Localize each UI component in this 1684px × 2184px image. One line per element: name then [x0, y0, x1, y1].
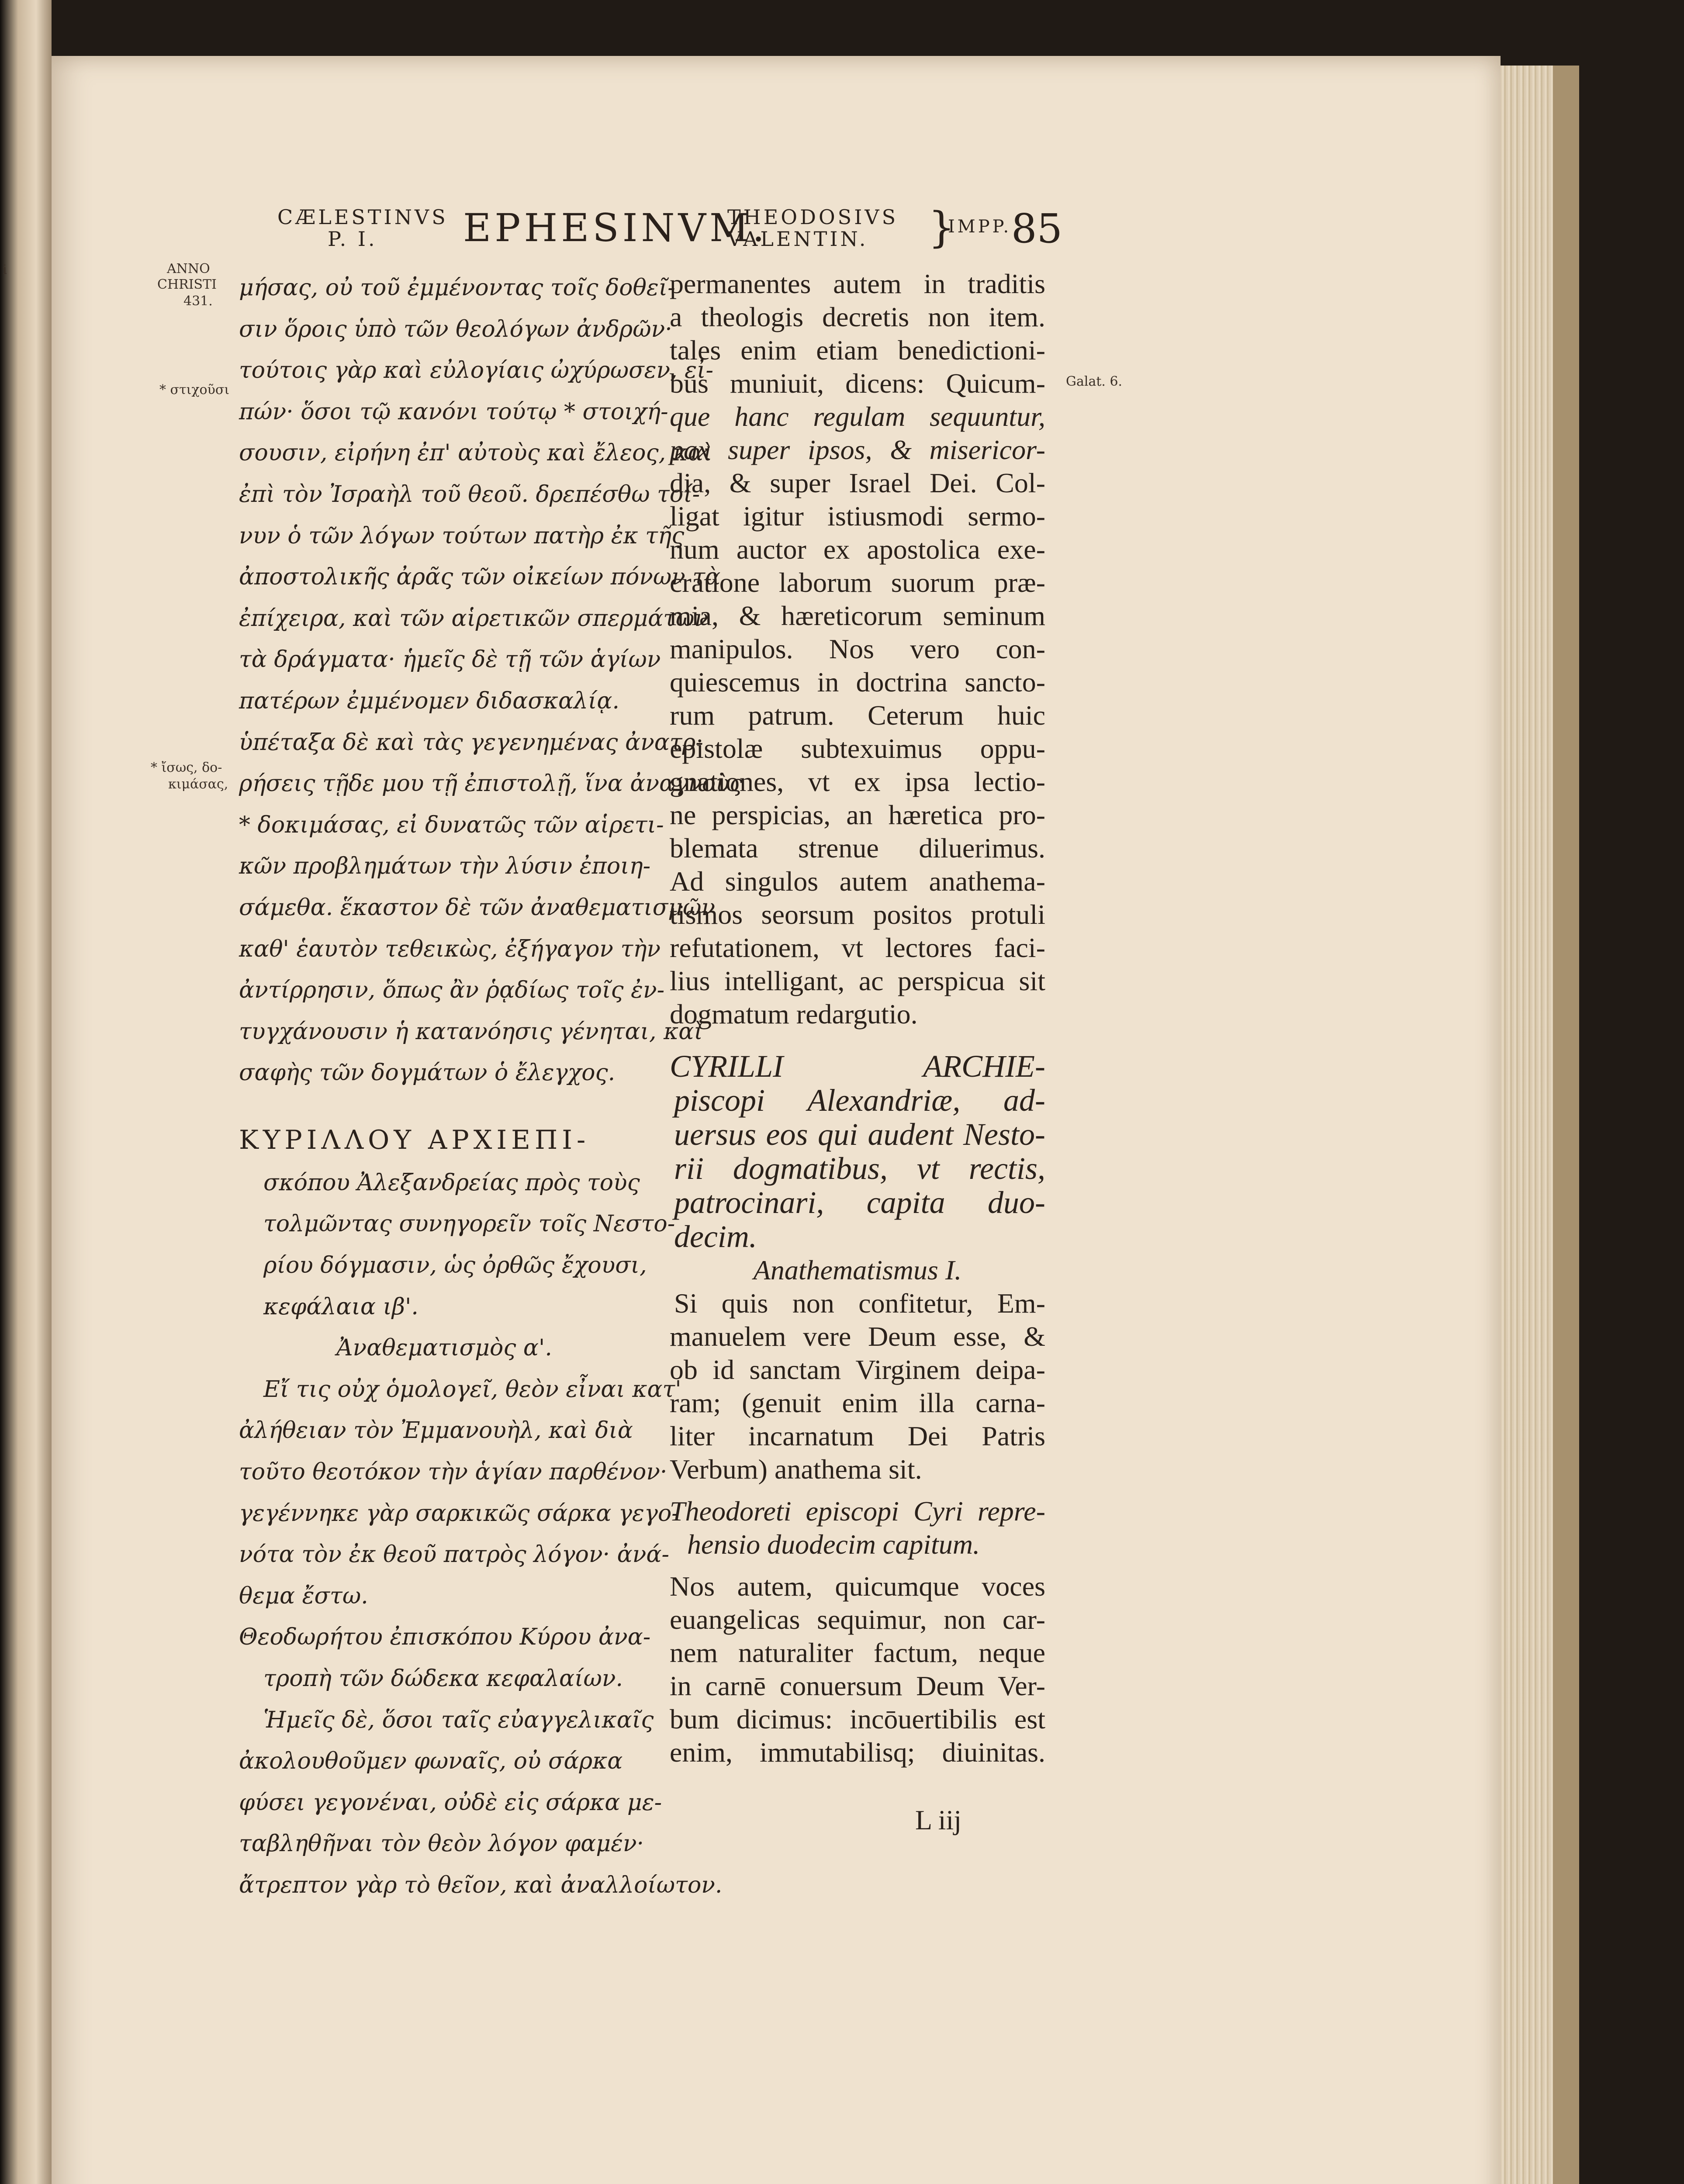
latin-line: mia, & hæreticorum seminum: [670, 600, 1045, 631]
greek-line: ἀντίρρησιν, ὅπως ἂν ῥᾳδίως τοῖς ἐν-: [239, 977, 665, 1004]
latin-line: pax super ipsos, & misericor-: [670, 434, 1045, 465]
greek-line: σιν ὅροις ὑπὸ τῶν θεολόγων ἀνδρῶν·: [239, 316, 672, 342]
greek-line: τούτοις γὰρ καὶ εὐλογίαις ὠχύρωσεν, εἰ-: [239, 357, 714, 384]
latin-line: refutationem, vt lectores faci-: [670, 932, 1045, 963]
greek-line: πατέρων ἐμμένομεν διδασκαλίᾳ.: [239, 688, 620, 714]
latin-final-line: enim, immutabilisq; diuinitas.: [670, 1737, 1045, 1768]
latin-theodoret-line: Theodoreti episcopi Cyri repre-: [670, 1496, 1045, 1527]
latin-line: cratione laborum suorum præ-: [670, 567, 1045, 598]
page-number: 85: [1011, 205, 1063, 252]
margin-christi: CHRISTI: [157, 277, 217, 292]
greek-line: μήσας, οὐ τοῦ ἐμμένοντας τοῖς δοθεῖ-: [239, 275, 675, 301]
greek-line: σάμεθα. ἕκαστον δὲ τῶν ἀναθεματισμῶν: [239, 894, 716, 921]
greek-anathema-line: τοῦτο θεοτόκον τὴν ἁγίαν παρθένον·: [239, 1459, 667, 1486]
latin-line: num auctor ex apostolica exe-: [670, 534, 1045, 565]
latin-anathema-line: ob id sanctam Virginem deipa-: [670, 1354, 1045, 1385]
latin-heading-line: CYRILLI ARCHIE-: [670, 1049, 1045, 1084]
latin-heading-line: rii dogmatibus, vt rectis,: [674, 1151, 1045, 1186]
latin-line: tismos seorsum positos protuli: [670, 899, 1045, 930]
latin-final-line: bum dicimus: incōuertibilis est: [670, 1704, 1045, 1735]
latin-final-line: in carnē conuersum Deum Ver-: [670, 1670, 1045, 1701]
latin-line: a theologis decretis non item.: [670, 301, 1045, 332]
greek-theodoret-line: τροπὴ τῶν δώδεκα κεφαλαίων.: [263, 1666, 623, 1692]
greek-anathema-line: γεγέννηκε γὰρ σαρκικῶς σάρκα γεγο-: [239, 1500, 679, 1527]
greek-line: ὑπέταξα δὲ καὶ τὰς γεγενημένας ἀνατρ-: [239, 729, 703, 756]
greek-line: ἐπίχειρα, καὶ τῶν αἱρετικῶν σπερμάτων: [239, 605, 709, 632]
margin-note-isos: * ἴσως, δο-: [151, 760, 222, 775]
greek-anathema-line: ἀλήθειαν τὸν Ἐμμανουὴλ, καὶ διὰ: [239, 1417, 633, 1444]
latin-column: [670, 267, 1045, 1769]
header-title: EPHESINVM.: [463, 205, 768, 250]
greek-final-line: ταβληθῆναι τὸν θεὸν λόγον φαμέν·: [239, 1831, 644, 1857]
greek-line: κῶν προβλημάτων τὴν λύσιν ἐποιη-: [239, 853, 651, 880]
latin-line: blemata strenue diluerimus.: [670, 833, 1045, 864]
latin-heading-line: patrocinari, capita duo-: [674, 1185, 1045, 1220]
greek-line: τὰ δράγματα· ἡμεῖς δὲ τῇ τῶν ἁγίων: [239, 646, 661, 673]
left-page-edge: [0, 0, 52, 2184]
greek-theodoret-line: Θεοδωρήτου ἐπισκόπου Κύρου ἀνα-: [239, 1624, 651, 1651]
header-right-bottom: VALENTIN.: [727, 227, 868, 251]
latin-line: epistolæ subtexuimus oppu-: [670, 733, 1045, 764]
latin-anathema-line: Si quis non confitetur, Em-: [674, 1288, 1045, 1319]
latin-line: dogmatum redargutio.: [670, 999, 918, 1030]
greek-line: καθ' ἑαυτὸν τεθεικὼς, ἐξήγαγον τὴν: [239, 936, 661, 962]
greek-line: σαφὴς τῶν δογμάτων ὁ ἔλεγχος.: [239, 1060, 616, 1086]
greek-line: νυν ὁ τῶν λόγων τούτων πατὴρ ἐκ τῆς: [239, 522, 685, 549]
latin-heading-line: piscopi Alexandriæ, ad-: [674, 1083, 1045, 1118]
header-right-top: THEODOSIVS: [727, 205, 899, 229]
latin-anathema-line: liter incarnatum Dei Patris: [670, 1420, 1045, 1451]
greek-line: ἀποστολικῆς ἀρᾶς τῶν οἰκείων πόνων τὰ: [239, 564, 721, 591]
header-left-top: CÆLESTINVS: [277, 205, 448, 229]
latin-line: gnationes, vt ex ipsa lectio-: [670, 766, 1045, 797]
greek-heading-line: ΚΥΡΙΛΛΟΥ ΑΡΧΙΕΠΙ-: [239, 1124, 590, 1155]
latin-final-line: Nos autem, quicumque voces: [670, 1571, 1045, 1602]
margin-anno: ANNO: [167, 261, 210, 276]
latin-heading-line: decim.: [674, 1219, 757, 1254]
latin-anathema-line: Verbum) anathema sit.: [670, 1454, 922, 1485]
latin-anathema-line: ram; (genuit enim illa carna-: [670, 1387, 1045, 1418]
latin-line: ligat igitur istiusmodi sermo-: [670, 501, 1045, 532]
greek-anathema-line: θεμα ἔστω.: [239, 1583, 368, 1609]
greek-line: ἐπὶ τὸν Ἰσραὴλ τοῦ θεοῦ. δρεπέσθω τοί-: [239, 481, 700, 508]
greek-line: τυγχάνουσιν ἡ κατανόησις γένηται, καὶ: [239, 1018, 703, 1045]
margin-year: 431.: [183, 294, 213, 309]
latin-line: lius intelligant, ac perspicua sit: [670, 965, 1045, 996]
latin-line: ne perspicias, an hæretica pro-: [670, 799, 1045, 830]
greek-final-line: ἀκολουθοῦμεν φωναῖς, οὐ σάρκα: [239, 1748, 623, 1775]
greek-line: σουσιν, εἰρήνη ἐπ' αὐτοὺς καὶ ἔλεος, καὶ: [239, 440, 712, 467]
greek-heading-line: σκόπου Ἀλεξανδρείας πρὸς τοὺς: [263, 1169, 640, 1196]
greek-line: ρήσεις τῇδε μου τῇ ἐπιστολῇ, ἵνα ἀναγνοὺς: [239, 771, 742, 797]
greek-heading-line: κεφάλαια ιβ'.: [263, 1293, 418, 1320]
latin-final-line: nem naturaliter factum, neque: [670, 1637, 1045, 1668]
latin-line: permanentes autem in traditis: [670, 268, 1045, 299]
latin-line: quiescemus in doctrina sancto-: [670, 667, 1045, 698]
greek-final-line: φύσει γεγονέναι, οὐδὲ εἰς σάρκα με-: [239, 1789, 662, 1816]
greek-final-line: Ἡμεῖς δὲ, ὅσοι ταῖς εὐαγγελικαῖς: [263, 1707, 654, 1733]
greek-anathema-line: νότα τὸν ἐκ θεοῦ πατρὸς λόγον· ἀνά-: [239, 1541, 670, 1568]
header-imp: IMPP.: [948, 217, 1012, 237]
latin-final-line: euangelicas sequimur, non car-: [670, 1604, 1045, 1635]
margin-note-galat: Galat. 6.: [1066, 374, 1123, 389]
margin-note-stichousi: * στιχοῦσι: [159, 382, 230, 397]
page-stack-edge: [1501, 66, 1553, 2184]
signature-mark: L iij: [915, 1804, 962, 1835]
greek-line: πών· ὅσοι τῷ κανόνι τούτῳ * στοιχή-: [239, 398, 668, 425]
binding-edge: [1553, 66, 1579, 2184]
greek-heading-line: τολμῶντας συνηγορεῖν τοῖς Νεστο-: [263, 1211, 675, 1237]
margin-note-dokimasas: κιμάσας,: [168, 777, 228, 792]
latin-line: que hanc regulam sequuntur,: [670, 401, 1045, 432]
latin-anathema-line: manuelem vere Deum esse, &: [670, 1321, 1045, 1352]
latin-line: Ad singulos autem anathema-: [670, 866, 1045, 897]
greek-anathema-title: Ἀναθεματισμὸς α'.: [336, 1335, 552, 1362]
header-brace: }: [928, 203, 955, 252]
latin-line: tales enim etiam benedictioni-: [670, 335, 1045, 366]
greek-heading-line: ρίου δόγμασιν, ὡς ὀρθῶς ἔχουσι,: [263, 1252, 647, 1279]
latin-anathema-title: Anathematismus I.: [753, 1254, 962, 1286]
latin-line: manipulos. Nos vero con-: [670, 633, 1045, 664]
greek-final-line: ἄτρεπτον γὰρ τὸ θεῖον, καὶ ἀναλλοίωτον.: [239, 1872, 723, 1898]
header-left-bottom: P. I.: [328, 227, 377, 251]
latin-line: bus muniuit, dicens: Quicum-: [670, 368, 1045, 399]
latin-line: rum patrum. Ceterum huic: [670, 700, 1045, 731]
latin-heading-line: uersus eos qui audent Nesto-: [674, 1117, 1045, 1152]
greek-line: * δοκιμάσας, εἰ δυνατῶς τῶν αἱρετι-: [239, 812, 664, 838]
greek-anathema-line: Εἴ τις οὐχ ὁμολογεῖ, θεὸν εἶναι κατ': [263, 1376, 681, 1403]
left-page-mark: i: [3, 262, 7, 277]
latin-line: dia, & super Israel Dei. Col-: [670, 467, 1045, 498]
latin-theodoret-line: hensio duodecim capitum.: [687, 1529, 980, 1560]
